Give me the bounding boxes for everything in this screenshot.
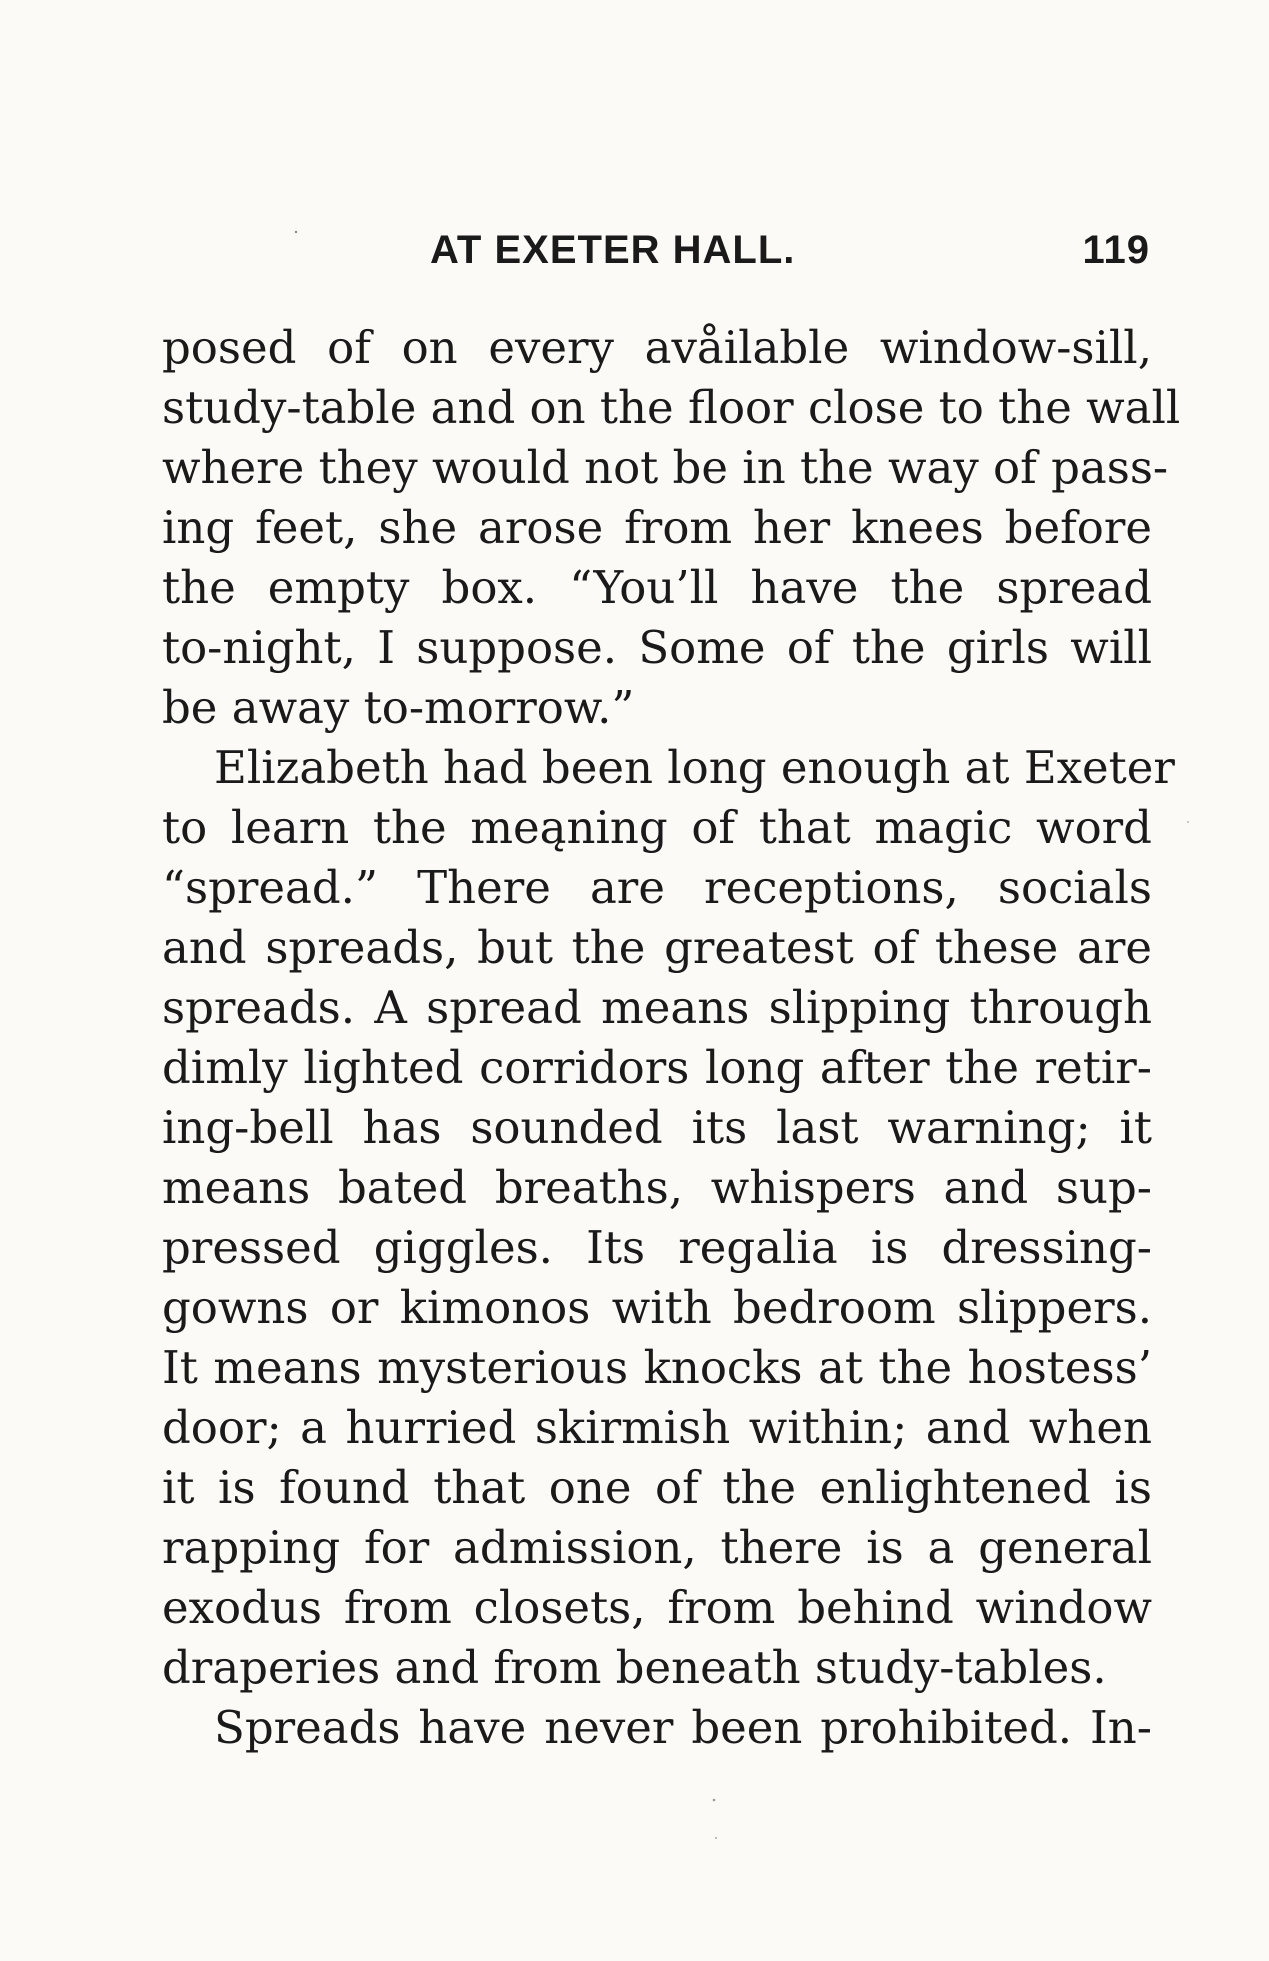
running-title: AT EXETER HALL.: [430, 228, 796, 272]
text-line: gowns or kimonos with bedroom slippers.: [162, 1281, 1152, 1334]
body-text: [162, 318, 1181, 1758]
text-line: door; a hurried skirmish within; and when: [162, 1401, 1152, 1454]
text-line: spreads. A spread means slipping through: [162, 981, 1152, 1034]
text-line: study-table and on the floor close to the wall: [162, 381, 1181, 434]
text-line: “spread.” There are receptions, socials: [162, 861, 1152, 914]
text-line: draperies and from beneath study-tables.: [162, 1641, 1107, 1694]
text-line: it is found that one of the enlightened is: [162, 1461, 1152, 1514]
text-line: means bated breaths, whispers and sup-: [162, 1161, 1152, 1214]
text-line: and spreads, but the greatest of these are: [162, 921, 1152, 974]
text-line: where they would not be in the way of pass-: [162, 441, 1169, 494]
text-line: the empty box. “You’ll have the spread: [162, 561, 1152, 614]
text-line: posed of on every avåilable window-sill,: [162, 321, 1152, 374]
text-line: It means mysterious knocks at the hostess’: [162, 1341, 1152, 1394]
text-line: ing-bell has sounded its last warning; it: [162, 1101, 1152, 1154]
text-line: rapping for admission, there is a general: [162, 1521, 1152, 1574]
text-line: Spreads have never been prohibited. In-: [214, 1701, 1152, 1754]
text-line: ing feet, she arose from her knees before: [162, 501, 1152, 554]
page-number: 119: [1082, 228, 1150, 272]
text-line: exodus from closets, from behind window: [162, 1581, 1152, 1634]
text-line: to learn the meąning of that magic word: [162, 801, 1152, 854]
text-line: pressed giggles. Its regalia is dressing-: [162, 1221, 1152, 1274]
text-line: Elizabeth had been long enough at Exeter: [214, 741, 1175, 794]
text-line: to-night, I suppose. Some of the girls will: [162, 621, 1152, 674]
text-line: be away to-morrow.”: [162, 681, 635, 734]
running-head: [430, 228, 1150, 278]
text-line: dimly lighted corridors long after the retir-: [162, 1041, 1152, 1094]
